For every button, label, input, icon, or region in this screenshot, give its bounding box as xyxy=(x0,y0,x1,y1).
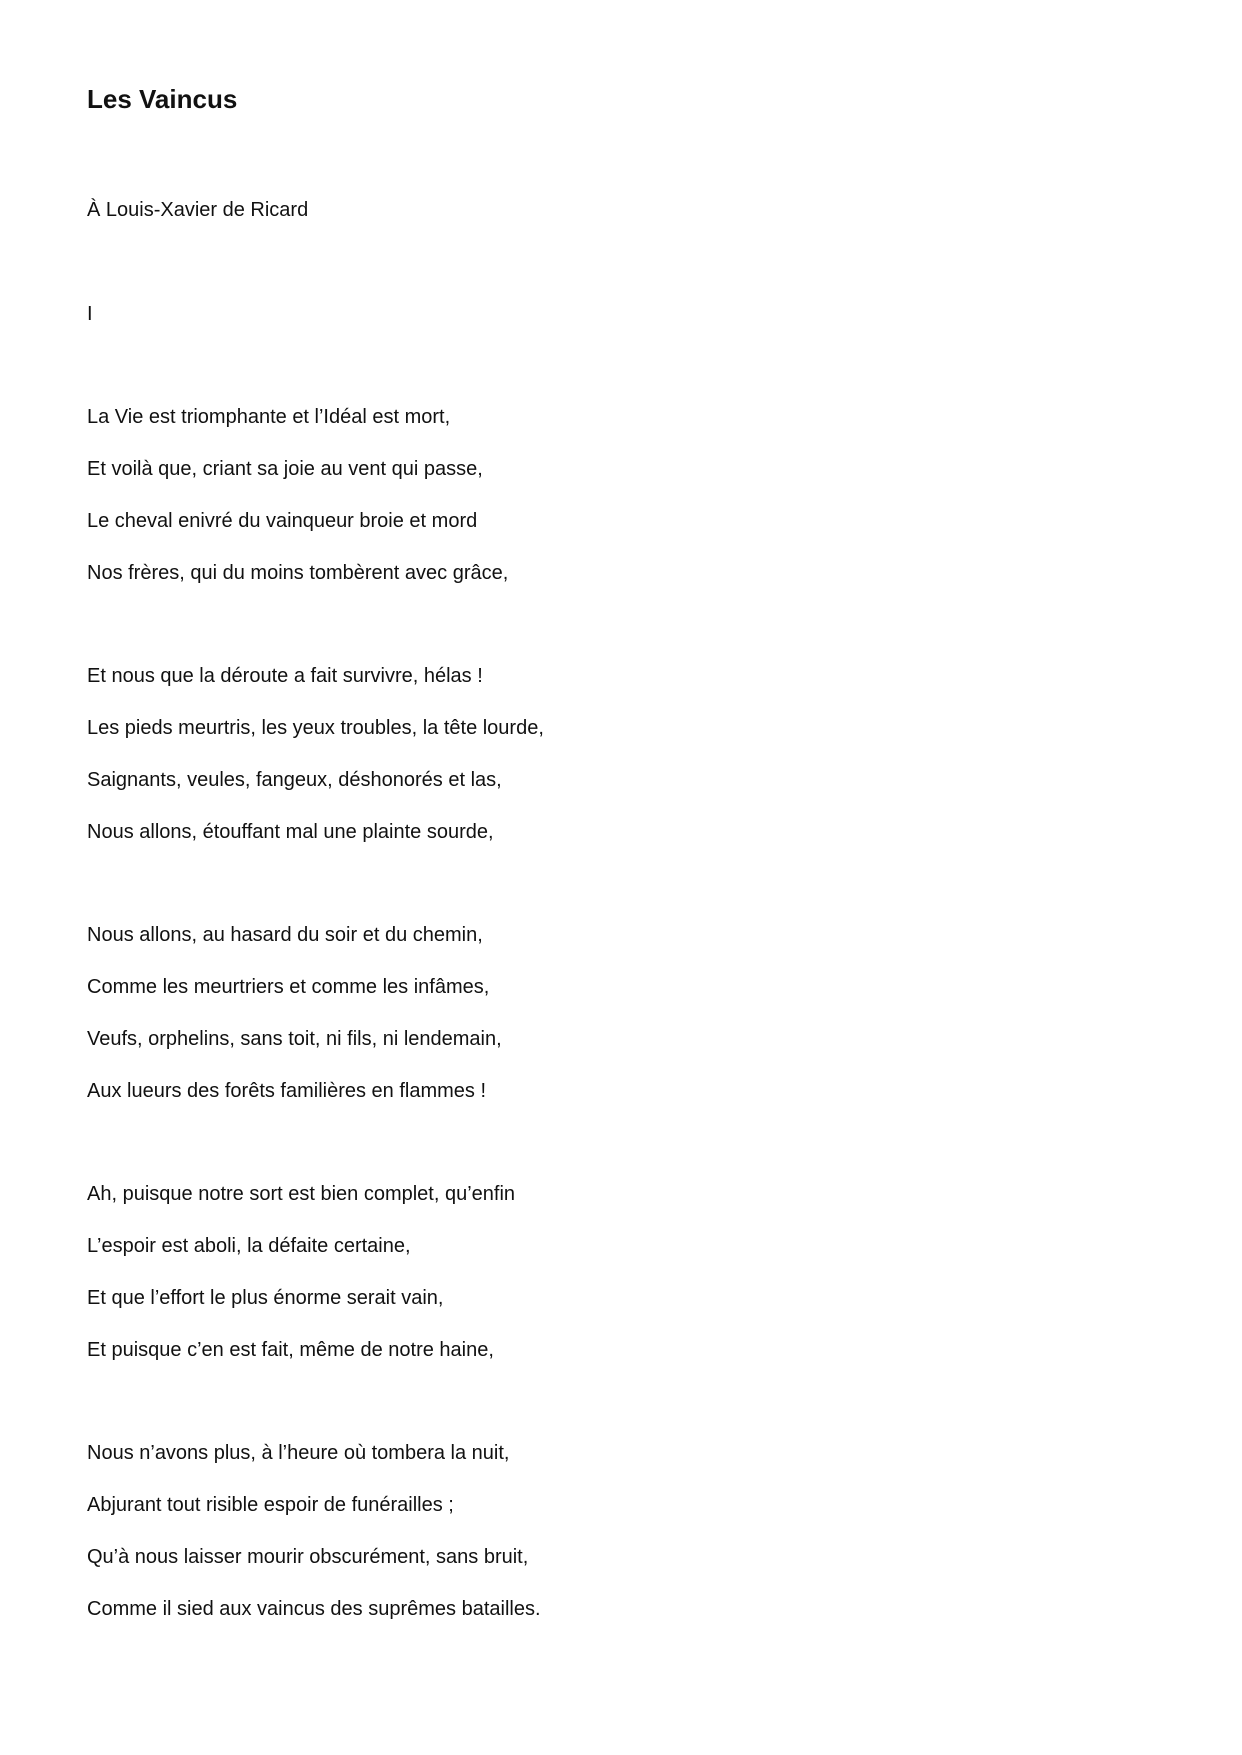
verse-line: Nous allons, étouffant mal une plainte sourde, xyxy=(87,821,494,843)
verse-line: Nous n’avons plus, à l’heure où tombera la nuit, xyxy=(87,1442,510,1464)
part-numeral: I xyxy=(87,303,93,325)
verse-line: Le cheval enivré du vainqueur broie et mord xyxy=(87,510,478,532)
verse-line: Et puisque c’en est fait, même de notre haine, xyxy=(87,1339,494,1361)
verse-line: Nous allons, au hasard du soir et du chemin, xyxy=(87,924,483,946)
verse-line: Et que l’effort le plus énorme serait vain, xyxy=(87,1287,444,1309)
verse-line: La Vie est triomphante et l’Idéal est mort, xyxy=(87,406,451,428)
verse-line: Nos frères, qui du moins tombèrent avec grâce, xyxy=(87,562,509,584)
verse-line: Et nous que la déroute a fait survivre, hélas ! xyxy=(87,665,483,687)
verse-line: Les pieds meurtris, les yeux troubles, la tête lourde, xyxy=(87,717,544,739)
poem-dedication: À Louis-Xavier de Ricard xyxy=(87,199,309,221)
verse-line: Comme les meurtriers et comme les infâmes, xyxy=(87,976,490,998)
verse-line: L’espoir est aboli, la défaite certaine, xyxy=(87,1235,411,1257)
verse-line: Aux lueurs des forêts familières en flammes ! xyxy=(87,1080,487,1102)
verse-line: Saignants, veules, fangeux, déshonorés et las, xyxy=(87,769,502,791)
verse-line: Ah, puisque notre sort est bien complet, qu’enfin xyxy=(87,1183,516,1205)
verse-line: Comme il sied aux vaincus des suprêmes batailles. xyxy=(87,1598,541,1620)
verse-line: Veufs, orphelins, sans toit, ni fils, ni lendemain, xyxy=(87,1028,502,1050)
verse-line: Qu’à nous laisser mourir obscurément, sans bruit, xyxy=(87,1546,529,1568)
verse-line: Abjurant tout risible espoir de funérailles ; xyxy=(87,1494,454,1516)
poem-title: Les Vaincus xyxy=(87,84,238,114)
verse-line: Et voilà que, criant sa joie au vent qui passe, xyxy=(87,458,483,480)
